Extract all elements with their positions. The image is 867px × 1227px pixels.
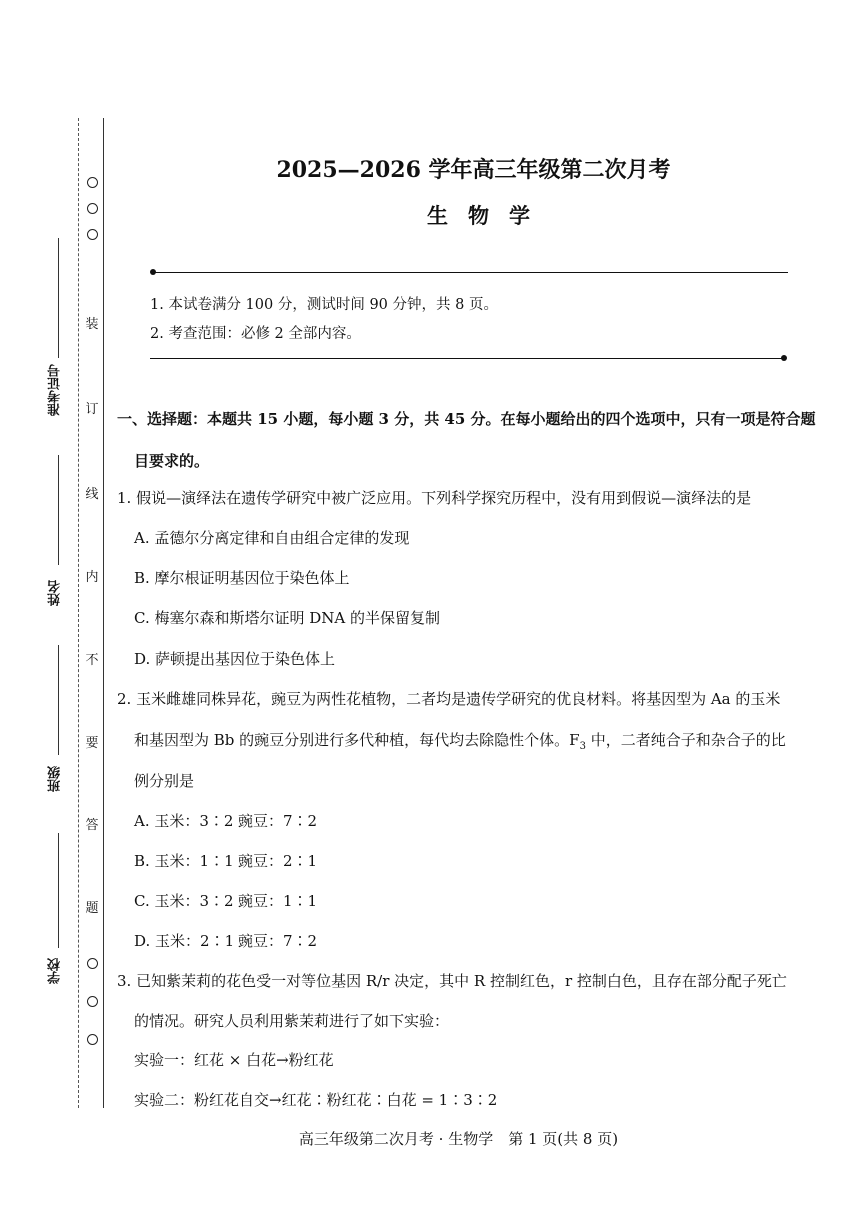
q1-option-c[interactable]: C. 梅塞尔森和斯塔尔证明 DNA 的半保留复制 [134,609,441,627]
question-2-stem-end: 例分别是 [134,772,195,790]
q2-text-post: 中，二者纯合子和杂合子的比 [585,731,786,749]
q2-subscript: 3 [579,741,586,752]
note-2: 2. 考查范围：必修 2 全部内容。 [150,326,361,342]
field-line-exam-id[interactable] [58,238,59,358]
q2-option-d-pea: 豌豆：7∶2 [238,932,318,950]
field-line-class[interactable] [58,645,59,755]
q2-option-a-corn: A. 玉米：3∶2 [134,812,234,830]
section-heading: 一、选择题：本题共 15 小题，每小题 3 分，共 45 分。在每小题给出的四个选项中，只有一项是符合题 [117,410,816,428]
subject-title: 生物学 [427,203,550,228]
rule-bottom [150,358,784,359]
q2-option-a-pea: 豌豆：7∶2 [238,812,318,830]
q2-option-c-corn: C. 玉米：3∶2 [134,892,234,910]
binding-circle [87,958,98,969]
q1-option-d[interactable]: D. 萨顿提出基因位于染色体上 [134,650,336,668]
binding-line-dashed [78,118,79,1108]
margin-char: 内 [84,566,100,585]
q2-option-b[interactable] [134,850,318,871]
field-label-class: 班级 [48,766,63,792]
field-label-name: 姓名 [48,580,63,606]
field-label-exam-id: 准考证号 [48,364,63,416]
rule-top [154,272,788,273]
binding-circle [87,1034,98,1045]
field-label-school: 学校 [48,958,63,984]
margin-char: 不 [84,649,100,668]
margin-char: 题 [84,897,100,916]
q2-option-b-corn: B. 玉米：1∶1 [134,852,234,870]
margin-char: 订 [84,398,100,417]
q2-text-pre: 和基因型为 Bb 的豌豆分别进行多代种植，每代均去除隐性个体。F [134,731,580,749]
q2-option-a[interactable] [134,810,318,831]
q2-option-c[interactable] [134,890,318,911]
field-line-school[interactable] [58,833,59,948]
margin-char: 答 [84,814,100,833]
page-footer: 高三年级第二次月考 · 生物学 第 1 页(共 8 页) [298,1130,619,1148]
binding-line-solid [103,118,104,1108]
question-3-stem: 3. 已知紫茉莉的花色受一对等位基因 R/r 决定，其中 R 控制红色，r 控制白色，且存在部分配子死亡 [117,972,787,990]
margin-char: 要 [84,732,100,751]
field-line-name[interactable] [58,455,59,565]
note-1: 1. 本试卷满分 100 分，测试时间 90 分钟，共 8 页。 [150,297,498,313]
q2-option-c-pea: 豌豆：1∶1 [238,892,318,910]
question-3-stem-cont: 的情况。研究人员利用紫茉莉进行了如下实验： [134,1012,450,1030]
section-heading-cont: 目要求的。 [134,452,210,470]
q3-experiment-2: 实验二：粉红花自交→红花∶粉红花∶白花 = 1∶3∶2 [134,1091,498,1109]
exam-title: 2025—2026 学年高三年级第二次月考 [276,157,671,183]
q2-option-d-corn: D. 玉米：2∶1 [134,932,235,950]
q1-option-b[interactable]: B. 摩尔根证明基因位于染色体上 [134,569,350,587]
q3-experiment-1: 实验一：红花 × 白花→粉红花 [134,1051,334,1069]
question-2-stem-cont [134,729,786,752]
q2-option-b-pea: 豌豆：2∶1 [238,852,318,870]
binding-circle [87,996,98,1007]
rule-dot [781,355,787,361]
question-2-stem: 2. 玉米雌雄同株异花，豌豆为两性花植物，二者均是遗传学研究的优良材料。将基因型为 Aa 的玉米 [117,690,781,708]
q1-option-a[interactable]: A. 孟德尔分离定律和自由组合定律的发现 [134,529,410,547]
margin-char: 装 [84,313,100,332]
question-1-stem: 1. 假说—演绎法在遗传学研究中被广泛应用。下列科学探究历程中，没有用到假说—演绎法的是 [117,489,752,507]
binding-circle [87,229,98,240]
margin-char: 线 [84,483,100,502]
q2-option-d[interactable] [134,930,318,951]
